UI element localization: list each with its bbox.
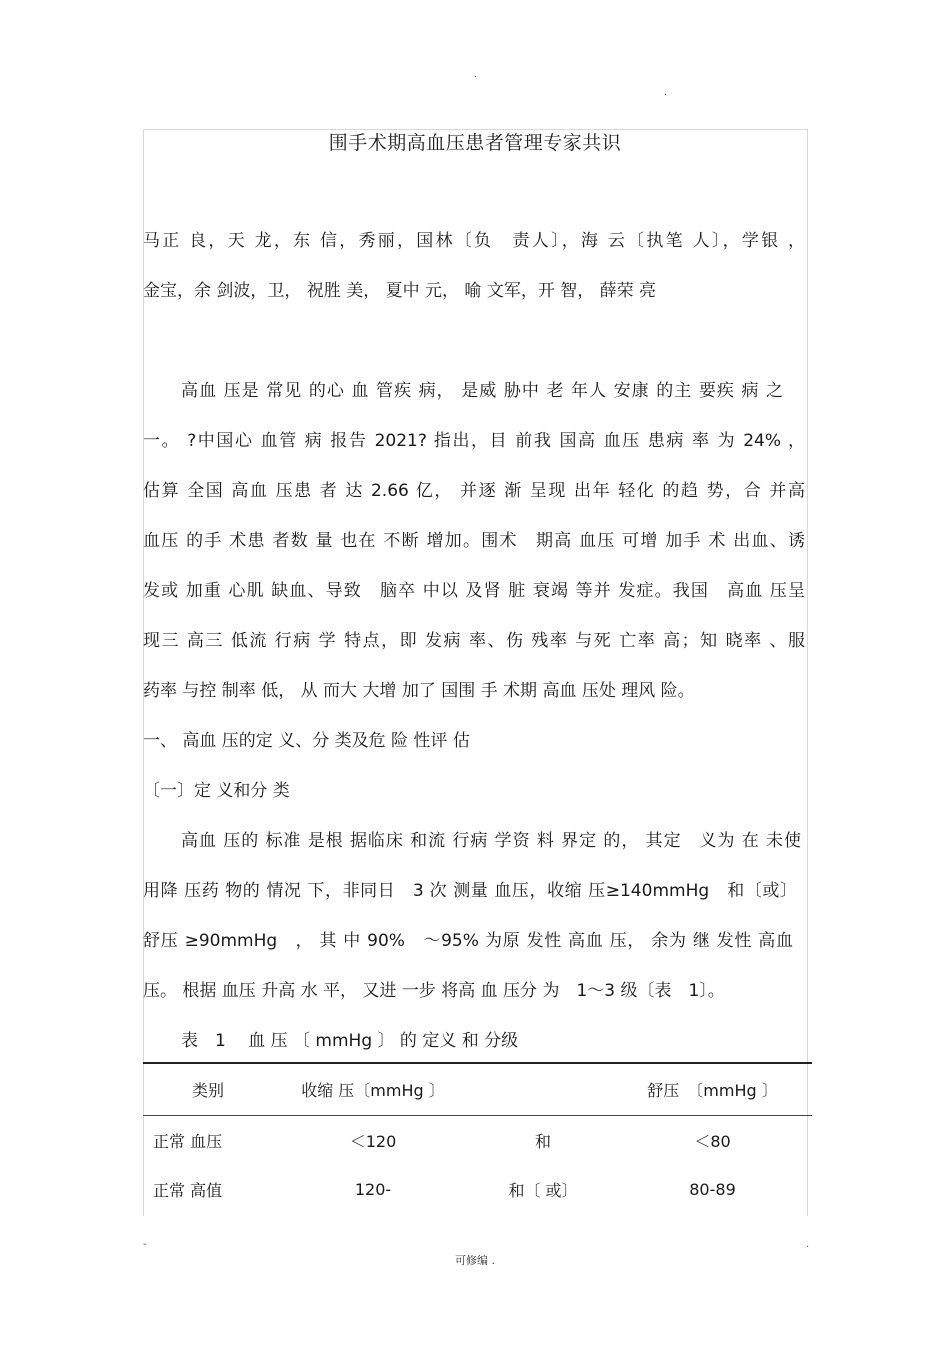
table-cell: 正常 血压 — [153, 1132, 223, 1151]
table-header-cell — [473, 1063, 613, 1116]
subsection-heading: 〔一〕定 义和分 类 — [143, 781, 290, 801]
footer-dot-left: - — [143, 1239, 147, 1250]
table-cell: ＜80 — [694, 1132, 731, 1151]
table-cell: 120- — [354, 1180, 392, 1199]
table-cell: ＜120 — [349, 1132, 397, 1151]
header-dot-left: . — [474, 69, 478, 80]
definition-line: 舒压 ≥90mmHg ， 其 中 90% ～95% 为原 发性 高血 压， 余为 继 发性 高血 — [143, 931, 793, 951]
table-header-cell: 舒压 〔mmHg 〕 — [647, 1081, 778, 1100]
intro-line: 估算 全国 高血 压患 者 达 2.66 亿， 并逐 渐 呈现 出年 轻化 的趋 势，合 并高 — [143, 481, 805, 501]
definition-line: 高血 压的 标准 是根 据临床 和流 行病 学资 料 界定 的， 其定 义为 在 未使 — [181, 831, 801, 851]
table-row — [143, 1116, 812, 1166]
footer-dot-right: . — [806, 1239, 810, 1250]
table-header-row — [143, 1063, 812, 1116]
table-row — [143, 1165, 812, 1214]
intro-line: 高血 压是 常见 的心 血 管疾 病， 是威 胁中 老 年人 安康 的主 要疾 病 之 — [181, 381, 783, 401]
intro-line: 现三 高三 低流 行病 学 特点，即 发病 率、伤 残率 与死 亡率 高；知 晓率 、服 — [143, 631, 805, 651]
definition-line: 压。 根据 血压 升高 水 平， 又进 一步 将高 血 压分 为 1～3 级〔表 1〕。 — [143, 981, 725, 1001]
authors-line-2: 金宝，余 剑波，卫， 祝胜 美， 夏中 元， 喻 文军，开 智， 薛荣 亮 — [143, 281, 657, 301]
definition-line: 用降 压药 物的 情况 下，非同日 3 次 测量 血压，收缩 压≥140mmHg 和〔或〕 — [143, 881, 797, 901]
section-heading: 一、 高血 压的定 义、分 类及危 险 性评 估 — [143, 731, 470, 751]
table-header-cell: 收缩 压〔mmHg 〕 — [301, 1081, 445, 1100]
table-cell: 和 — [534, 1132, 551, 1151]
intro-line: 一。 ?中国心 血管 病 报告 2021? 指出，目 前我 国高 血压 患病 率 为 24% ， — [143, 431, 805, 451]
table-cell: 正常 高值 — [153, 1181, 223, 1200]
table-header-cell: 类别 — [191, 1081, 224, 1100]
document-title: 围手术期高血压患者管理专家共识 — [328, 132, 622, 154]
header-dot-right: . — [664, 87, 668, 98]
intro-line: 发或 加重 心肌 缺血、导致 脑卒 中以 及肾 脏 衰竭 等并 发症。我国 高血 压呈 — [143, 581, 805, 601]
bp-classification-table — [143, 1062, 812, 1214]
footer-text: 可修编 . — [455, 1254, 495, 1267]
intro-line: 药率 与控 制率 低， 从 而大 大增 加了 国围 手 术期 高血 压处 理风 险。 — [143, 681, 695, 701]
table-cell: 80-89 — [689, 1180, 736, 1199]
authors-line-1: 马正 良，天 龙，东 信，秀丽，国林〔负 责人〕，海 云〔执笔 人〕，学银 ， — [143, 231, 805, 251]
table-cell: 和〔 或〕 — [508, 1181, 578, 1200]
intro-line: 血压 的手 术患 者数 量 也在 不断 增加。围术 期高 血压 可增 加手 术 出血、诱 — [143, 531, 805, 551]
table-caption: 表 1 血 压 〔 mmHg 〕 的 定义 和 分级 — [181, 1031, 519, 1051]
